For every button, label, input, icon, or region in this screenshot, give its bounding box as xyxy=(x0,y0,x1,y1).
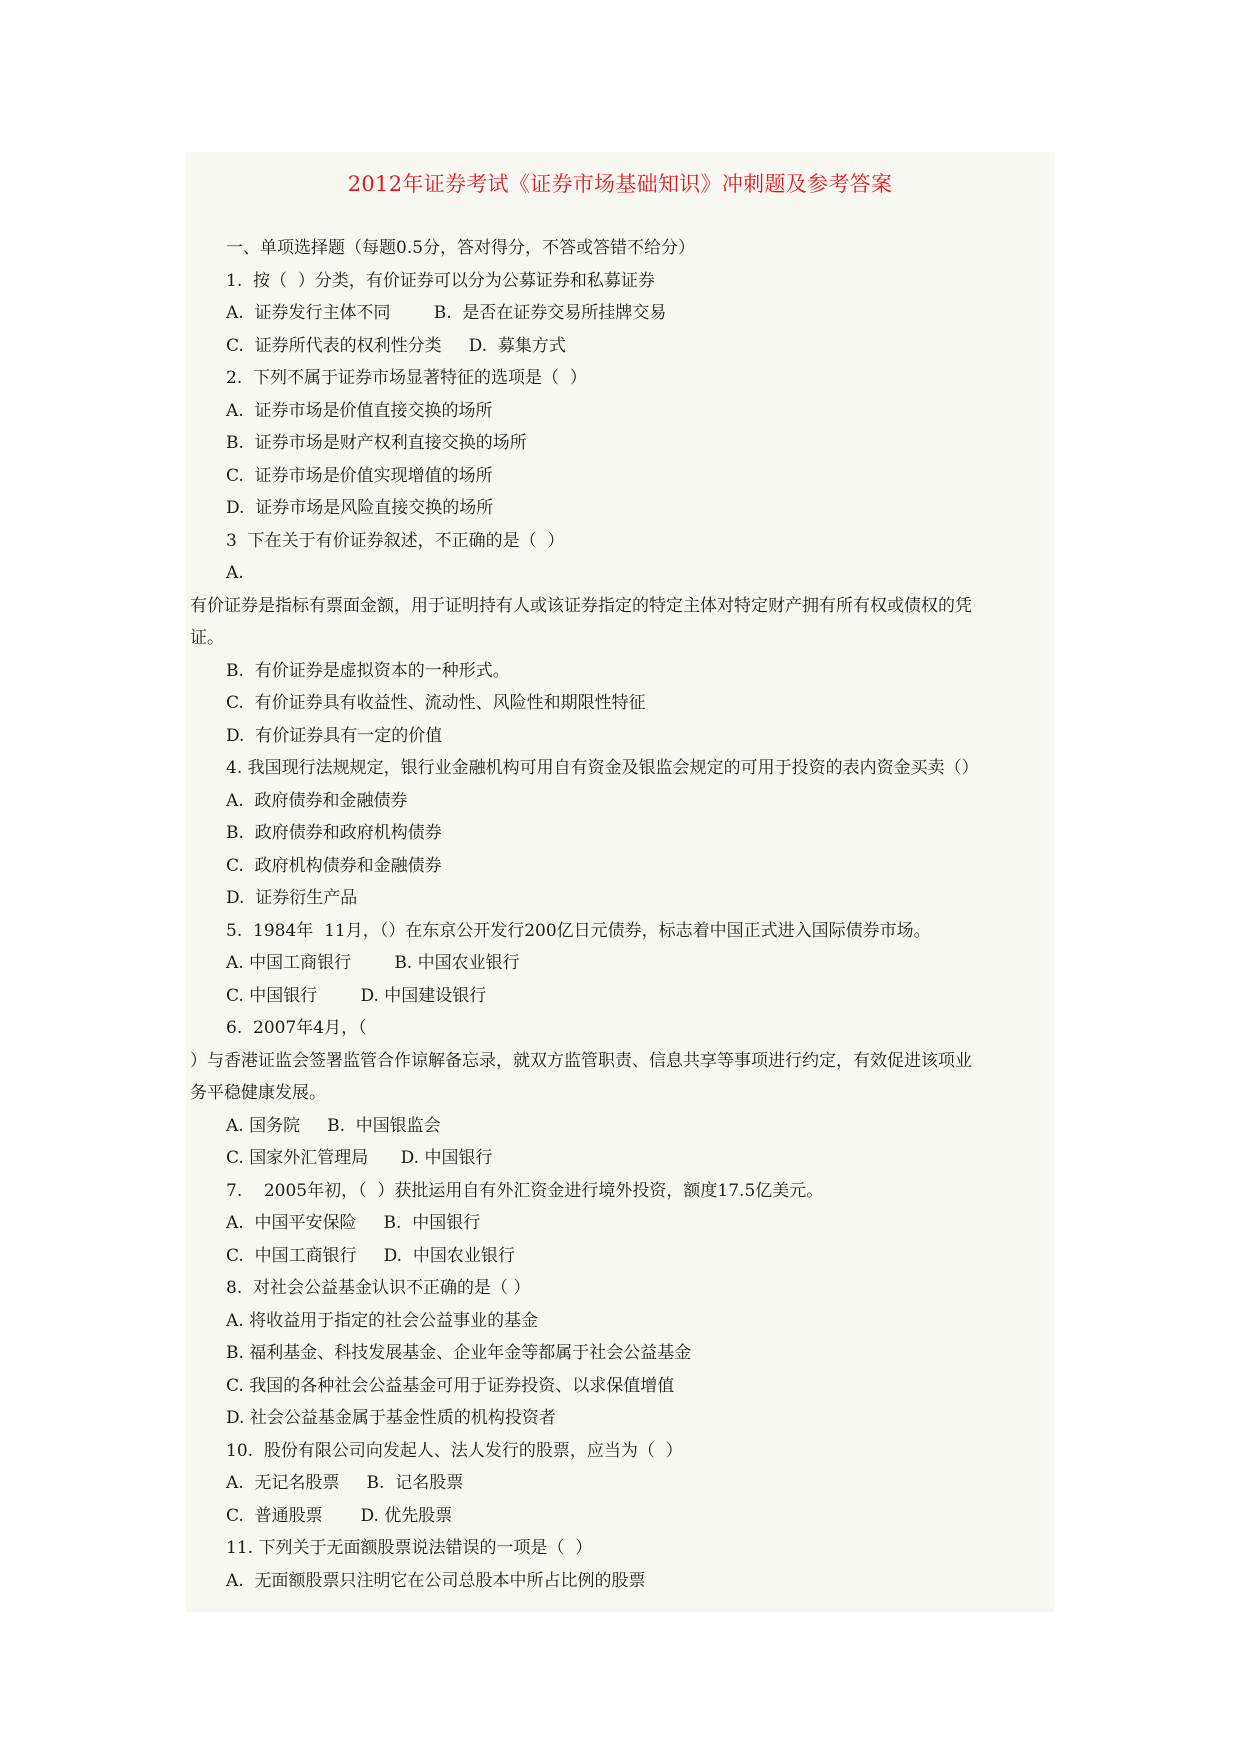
question-6: 6. 2007年4月，（ xyxy=(226,1018,367,1038)
question-3-option-c: C. 有价证券具有收益性、流动性、风险性和期限性特征 xyxy=(226,693,646,713)
question-10-options-cd: C. 普通股票 D. 优先股票 xyxy=(226,1505,453,1526)
question-6-options-cd: C. 国家外汇管理局 D. 中国银行 xyxy=(226,1148,493,1168)
question-8: 8. 对社会公益基金认识不正确的是（ ） xyxy=(226,1278,531,1298)
question-3-option-a-text: 有价证券是指标有票面金额，用于证明持有人或该证券指定的特定主体对特定财产拥有所有权或债权的凭 xyxy=(190,595,972,616)
question-7-options-cd: C. 中国工商银行 D. 中国农业银行 xyxy=(226,1245,515,1266)
question-2: 2. 下列不属于证券市场显著特征的选项是（ ） xyxy=(226,368,587,388)
question-11-option-a: A. 无面额股票只注明它在公司总股本中所占比例的股票 xyxy=(226,1570,646,1591)
document-body xyxy=(0,232,1241,1597)
question-6-cont: ）与香港证监会签署监管合作谅解备忘录，就双方监管职责、信息共享等事项进行约定，有效促进该项业 xyxy=(190,1050,972,1071)
question-1: 1. 按（ ）分类，有价证券可以分为公募证券和私募证券 xyxy=(226,270,655,291)
question-2-option-a: A. 证券市场是价值直接交换的场所 xyxy=(226,400,493,421)
question-8-option-a: A. 将收益用于指定的社会公益事业的基金 xyxy=(226,1310,539,1331)
question-3-option-d: D. 有价证券具有一定的价值 xyxy=(226,725,443,746)
question-4-option-d: D. 证券衍生产品 xyxy=(226,888,358,908)
question-8-option-d: D. 社会公益基金属于基金性质的机构投资者 xyxy=(226,1408,556,1428)
question-1-options-cd: C. 证券所代表的权利性分类 D. 募集方式 xyxy=(226,335,566,356)
question-4-option-c: C. 政府机构债券和金融债券 xyxy=(226,855,442,876)
document-title: 2012年证券考试《证券市场基础知识》冲刺题及参考答案 xyxy=(347,172,893,196)
question-4-option-a: A. 政府债券和金融债券 xyxy=(226,790,408,811)
question-8-option-b: B. 福利基金、科技发展基金、企业年金等都属于社会公益基金 xyxy=(226,1343,692,1363)
question-6-options-ab: A. 国务院 B. 中国银监会 xyxy=(226,1115,441,1136)
question-1-options-ab: A. 证券发行主体不同 B. 是否在证券交易所挂牌交易 xyxy=(226,303,667,323)
section-heading: 一、单项选择题（每题0.5分，答对得分，不答或答错不给分） xyxy=(226,238,696,258)
question-2-option-c: C. 证券市场是价值实现增值的场所 xyxy=(226,465,493,486)
question-5-options-ab: A. 中国工商银行 B. 中国农业银行 xyxy=(226,953,520,973)
question-4-option-b: B. 政府债券和政府机构债券 xyxy=(226,823,442,843)
question-5: 5. 1984年 11月，（）在东京公开发行200亿日元债券，标志着中国正式进入国际债券市场。 xyxy=(226,920,931,941)
question-3-option-a-label: A. xyxy=(226,563,244,583)
question-4: 4. 我国现行法规规定，银行业金融机构可用自有资金及银监会规定的可用于投资的表内资金买卖（） xyxy=(226,758,979,778)
question-2-option-d: D. 证券市场是风险直接交换的场所 xyxy=(226,498,494,518)
question-2-option-b: B. 证券市场是财产权利直接交换的场所 xyxy=(226,433,527,453)
question-8-option-c: C. 我国的各种社会公益基金可用于证券投资、以求保值增值 xyxy=(226,1375,675,1396)
question-3: 3 下在关于有价证券叙述，不正确的是（ ） xyxy=(226,530,565,551)
question-11: 11. 下列关于无面额股票说法错误的一项是（ ） xyxy=(226,1538,593,1558)
question-6-cont-2: 务平稳健康发展。 xyxy=(190,1083,326,1103)
question-10-options-ab: A. 无记名股票 B. 记名股票 xyxy=(226,1473,464,1493)
question-7: 7. 2005年初，（ ）获批运用自有外汇资金进行境外投资，额度17.5亿美元。 xyxy=(226,1180,824,1201)
question-7-options-ab: A. 中国平安保险 B. 中国银行 xyxy=(226,1213,481,1233)
question-10: 10. 股份有限公司向发起人、法人发行的股票，应当为（ ） xyxy=(226,1440,683,1461)
question-5-options-cd: C. 中国银行 D. 中国建设银行 xyxy=(226,985,487,1006)
question-3-option-b: B. 有价证券是虚拟资本的一种形式。 xyxy=(226,660,510,681)
question-3-option-a-text-cont: 证。 xyxy=(190,628,224,648)
